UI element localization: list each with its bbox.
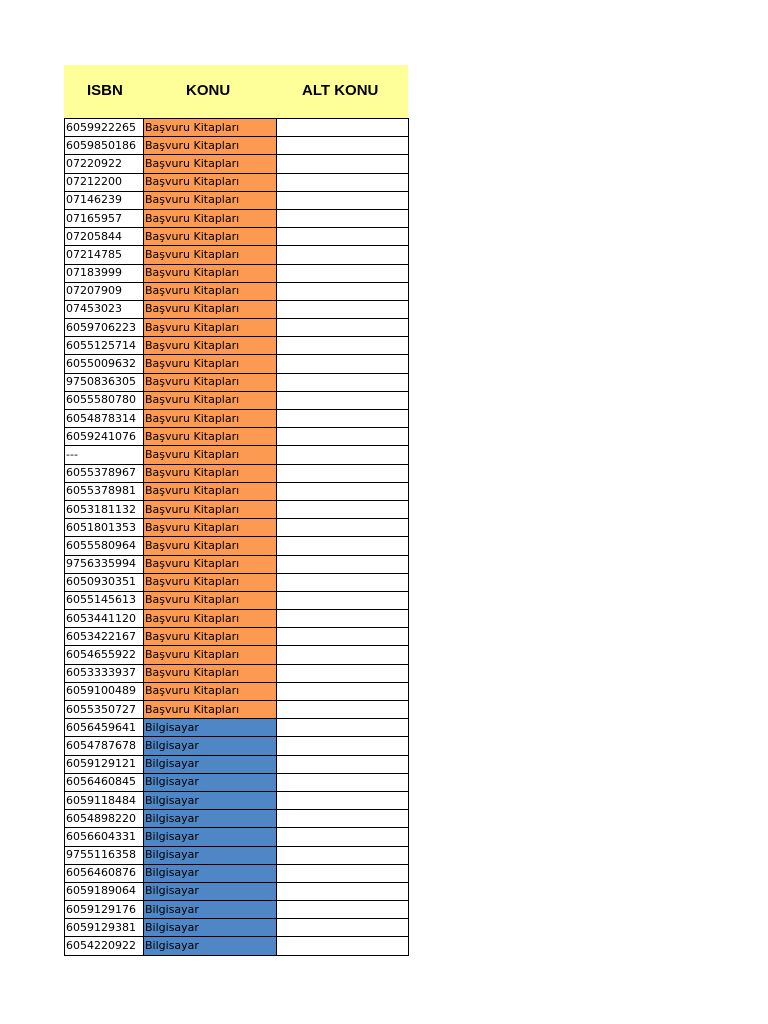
alt-konu-cell[interactable] [277,791,409,809]
konu-cell[interactable]: Başvuru Kitapları [144,373,277,391]
konu-cell[interactable]: Başvuru Kitapları [144,155,277,173]
konu-cell[interactable]: Başvuru Kitapları [144,119,277,137]
konu-cell[interactable]: Başvuru Kitapları [144,319,277,337]
isbn-cell[interactable]: 07220922 [65,155,144,173]
isbn-cell[interactable]: 6059706223 [65,319,144,337]
table-row [65,864,409,882]
alt-konu-cell[interactable] [277,155,409,173]
isbn-cell[interactable]: 6059241076 [65,428,144,446]
konu-cell[interactable]: Başvuru Kitapları [144,664,277,682]
isbn-cell[interactable]: 9755116358 [65,846,144,864]
table-row [65,464,409,482]
konu-cell[interactable]: Bilgisayar [144,719,277,737]
table-row [65,791,409,809]
header-konu: KONU [186,82,231,99]
table-row [65,555,409,573]
table-row [65,755,409,773]
alt-konu-cell[interactable] [277,846,409,864]
table-row [65,591,409,609]
isbn-cell[interactable]: 07183999 [65,264,144,282]
isbn-cell[interactable]: 6054878314 [65,410,144,428]
isbn-cell[interactable]: 6055009632 [65,355,144,373]
alt-konu-cell[interactable] [277,646,409,664]
table-row [65,264,409,282]
konu-cell[interactable]: Başvuru Kitapları [144,573,277,591]
alt-konu-cell[interactable] [277,919,409,937]
konu-cell[interactable]: Başvuru Kitapları [144,410,277,428]
table-row [65,410,409,428]
alt-konu-cell[interactable] [277,519,409,537]
konu-cell[interactable]: Bilgisayar [144,791,277,809]
table-row [65,537,409,555]
spreadsheet [64,65,408,956]
isbn-cell[interactable]: 6059922265 [65,119,144,137]
isbn-cell[interactable]: 6059850186 [65,137,144,155]
konu-cell[interactable]: Başvuru Kitapları [144,482,277,500]
alt-konu-cell[interactable] [277,173,409,191]
table-row [65,828,409,846]
alt-konu-cell[interactable] [277,228,409,246]
konu-cell[interactable]: Başvuru Kitapları [144,391,277,409]
isbn-cell[interactable]: 6059118484 [65,791,144,809]
konu-cell[interactable]: Başvuru Kitapları [144,282,277,300]
alt-konu-cell[interactable] [277,428,409,446]
alt-konu-cell[interactable] [277,573,409,591]
table-row [65,846,409,864]
isbn-cell[interactable]: 6056604331 [65,828,144,846]
konu-cell[interactable]: Başvuru Kitapları [144,173,277,191]
table-row [65,282,409,300]
isbn-cell[interactable]: 6055580964 [65,537,144,555]
konu-cell[interactable]: Başvuru Kitapları [144,701,277,719]
table-row [65,937,409,955]
alt-konu-cell[interactable] [277,737,409,755]
table-row [65,737,409,755]
konu-cell[interactable]: Başvuru Kitapları [144,519,277,537]
konu-cell[interactable]: Bilgisayar [144,937,277,955]
table-row [65,191,409,209]
alt-konu-cell[interactable] [277,482,409,500]
konu-cell[interactable]: Başvuru Kitapları [144,682,277,700]
table-row [65,319,409,337]
alt-konu-cell[interactable] [277,682,409,700]
isbn-cell[interactable]: 6059100489 [65,682,144,700]
konu-cell[interactable]: Bilgisayar [144,773,277,791]
isbn-cell[interactable]: 9750836305 [65,373,144,391]
alt-konu-cell[interactable] [277,319,409,337]
konu-cell[interactable]: Bilgisayar [144,737,277,755]
isbn-cell[interactable]: 6059129381 [65,919,144,937]
table-row [65,446,409,464]
table-row [65,173,409,191]
alt-konu-cell[interactable] [277,610,409,628]
isbn-cell[interactable]: 07453023 [65,300,144,318]
konu-cell[interactable]: Başvuru Kitapları [144,591,277,609]
konu-cell[interactable]: Başvuru Kitapları [144,137,277,155]
table-row [65,482,409,500]
konu-cell[interactable]: Başvuru Kitapları [144,355,277,373]
konu-cell[interactable]: Başvuru Kitapları [144,246,277,264]
isbn-cell[interactable]: 6055378981 [65,482,144,500]
isbn-cell[interactable]: 6055378967 [65,464,144,482]
alt-konu-cell[interactable] [277,901,409,919]
table-row [65,701,409,719]
table-row [65,500,409,518]
alt-konu-cell[interactable] [277,664,409,682]
table-row [65,901,409,919]
table-row [65,209,409,227]
table-row [65,773,409,791]
table-row [65,155,409,173]
table-row [65,373,409,391]
table-row [65,646,409,664]
isbn-cell[interactable]: 07212200 [65,173,144,191]
table-row [65,519,409,537]
konu-cell[interactable]: Başvuru Kitapları [144,337,277,355]
konu-cell[interactable]: Bilgisayar [144,828,277,846]
konu-cell[interactable]: Bilgisayar [144,810,277,828]
alt-konu-cell[interactable] [277,282,409,300]
alt-konu-cell[interactable] [277,828,409,846]
konu-cell[interactable]: Başvuru Kitapları [144,228,277,246]
konu-cell[interactable]: Bilgisayar [144,919,277,937]
table-row [65,119,409,137]
isbn-cell[interactable]: 6050930351 [65,573,144,591]
isbn-cell[interactable]: 6059129121 [65,755,144,773]
konu-cell[interactable]: Başvuru Kitapları [144,555,277,573]
alt-konu-cell[interactable] [277,264,409,282]
table-row [65,246,409,264]
konu-cell[interactable]: Başvuru Kitapları [144,209,277,227]
isbn-cell[interactable]: 6055145613 [65,591,144,609]
isbn-cell[interactable]: 6054787678 [65,737,144,755]
alt-konu-cell[interactable] [277,937,409,955]
isbn-cell[interactable]: 07214785 [65,246,144,264]
konu-cell[interactable]: Başvuru Kitapları [144,300,277,318]
alt-konu-cell[interactable] [277,628,409,646]
konu-cell[interactable]: Bilgisayar [144,755,277,773]
isbn-cell[interactable]: --- [65,446,144,464]
isbn-cell[interactable]: 07205844 [65,228,144,246]
alt-konu-cell[interactable] [277,864,409,882]
konu-cell[interactable]: Bilgisayar [144,901,277,919]
alt-konu-cell[interactable] [277,246,409,264]
alt-konu-cell[interactable] [277,446,409,464]
konu-cell[interactable]: Başvuru Kitapları [144,428,277,446]
isbn-cell[interactable]: 07146239 [65,191,144,209]
alt-konu-cell[interactable] [277,337,409,355]
isbn-cell[interactable]: 6056460876 [65,864,144,882]
isbn-cell[interactable]: 6059129176 [65,901,144,919]
alt-konu-cell[interactable] [277,882,409,900]
table-row [65,810,409,828]
alt-konu-cell[interactable] [277,137,409,155]
isbn-cell[interactable]: 6056460845 [65,773,144,791]
table-row [65,137,409,155]
table-row [65,355,409,373]
isbn-cell[interactable]: 07165957 [65,209,144,227]
isbn-cell[interactable]: 6051801353 [65,519,144,537]
table-row [65,428,409,446]
alt-konu-cell[interactable] [277,373,409,391]
isbn-cell[interactable]: 6054898220 [65,810,144,828]
isbn-cell[interactable]: 6053333937 [65,664,144,682]
isbn-cell[interactable]: 6053181132 [65,500,144,518]
table-row [65,919,409,937]
konu-cell[interactable]: Başvuru Kitapları [144,537,277,555]
header-alt-konu: ALT KONU [302,82,379,99]
konu-cell[interactable]: Başvuru Kitapları [144,628,277,646]
alt-konu-cell[interactable] [277,191,409,209]
alt-konu-cell[interactable] [277,591,409,609]
konu-cell[interactable]: Bilgisayar [144,882,277,900]
alt-konu-cell[interactable] [277,537,409,555]
table-row [65,719,409,737]
isbn-cell[interactable]: 6059189064 [65,882,144,900]
alt-konu-cell[interactable] [277,119,409,137]
table-row [65,682,409,700]
isbn-cell[interactable]: 6054655922 [65,646,144,664]
isbn-cell[interactable]: 9756335994 [65,555,144,573]
alt-konu-cell[interactable] [277,391,409,409]
table-row [65,628,409,646]
konu-cell[interactable]: Bilgisayar [144,864,277,882]
isbn-cell[interactable]: 07207909 [65,282,144,300]
alt-konu-cell[interactable] [277,701,409,719]
konu-cell[interactable]: Başvuru Kitapları [144,500,277,518]
alt-konu-cell[interactable] [277,773,409,791]
konu-cell[interactable]: Başvuru Kitapları [144,646,277,664]
header-row [64,65,408,118]
table-row [65,664,409,682]
alt-konu-cell[interactable] [277,810,409,828]
table-row [65,337,409,355]
table-row [65,882,409,900]
isbn-cell[interactable]: 6053422167 [65,628,144,646]
alt-konu-cell[interactable] [277,555,409,573]
header-isbn: ISBN [87,82,123,99]
konu-cell[interactable]: Başvuru Kitapları [144,191,277,209]
alt-konu-cell[interactable] [277,719,409,737]
alt-konu-cell[interactable] [277,410,409,428]
konu-cell[interactable]: Başvuru Kitapları [144,464,277,482]
konu-cell[interactable]: Bilgisayar [144,846,277,864]
table-row [65,610,409,628]
isbn-cell[interactable]: 6055125714 [65,337,144,355]
konu-cell[interactable]: Başvuru Kitapları [144,446,277,464]
table-row [65,573,409,591]
isbn-cell[interactable]: 6056459641 [65,719,144,737]
isbn-cell[interactable]: 6055350727 [65,701,144,719]
alt-konu-cell[interactable] [277,755,409,773]
table-row [65,228,409,246]
table-row [65,300,409,318]
data-table [64,118,409,956]
alt-konu-cell[interactable] [277,500,409,518]
isbn-cell[interactable]: 6054220922 [65,937,144,955]
alt-konu-cell[interactable] [277,464,409,482]
konu-cell[interactable]: Başvuru Kitapları [144,264,277,282]
isbn-cell[interactable]: 6053441120 [65,610,144,628]
alt-konu-cell[interactable] [277,355,409,373]
alt-konu-cell[interactable] [277,209,409,227]
table-row [65,391,409,409]
alt-konu-cell[interactable] [277,300,409,318]
konu-cell[interactable]: Başvuru Kitapları [144,610,277,628]
isbn-cell[interactable]: 6055580780 [65,391,144,409]
